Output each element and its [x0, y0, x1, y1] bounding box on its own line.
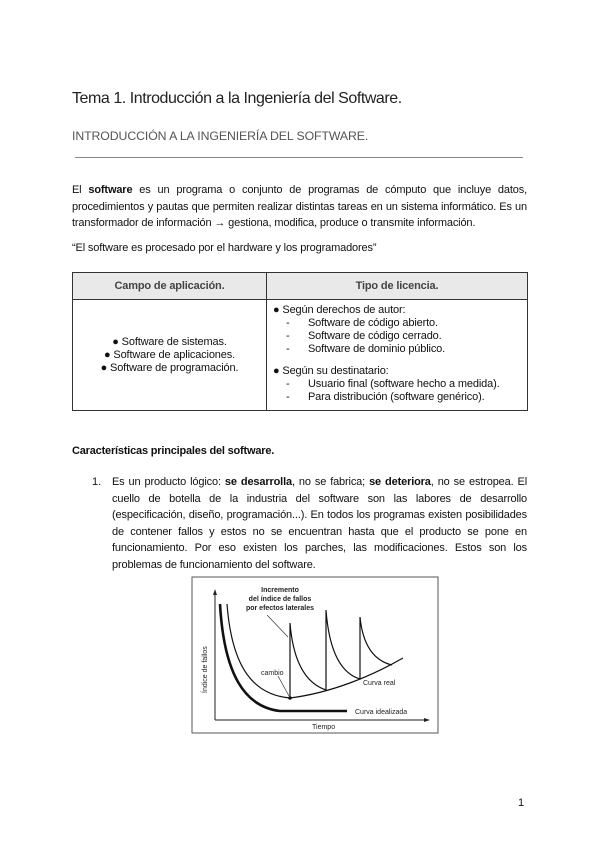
list-item: - Software de código cerrado.	[286, 330, 527, 343]
divider	[75, 157, 523, 158]
fig-label: Incremento	[261, 587, 299, 594]
list-item: ● Software de programación.	[100, 361, 239, 374]
software-table	[72, 272, 528, 411]
list-item: - Software de dominio público.	[286, 343, 527, 356]
bold-term: se deteriora	[369, 476, 431, 488]
fig-label-cambio: cambio	[261, 670, 284, 677]
list-item: ● Software de aplicaciones.	[103, 348, 235, 361]
list-item: ● Software de sistemas.	[112, 335, 227, 348]
fig-label-curva-idealizada: Curva idealizada	[355, 709, 408, 716]
table-header-licencia: Tipo de licencia.	[267, 273, 528, 300]
list-item: - Para distribución (software genérico).	[286, 391, 527, 404]
page-number: 1	[518, 797, 525, 809]
fig-label-curva-real: Curva real	[363, 680, 396, 687]
list-item-text	[112, 474, 527, 573]
failure-curve-figure	[190, 575, 440, 735]
intro-text: es un programa o conjunto de programas de cómputo que incluye datos, procedimientos y pautas que permiten realizar distintas tareas en un sistema informático. Es un transformador de información → gestiona, modifica, produce o transmite información.	[72, 184, 527, 229]
campo-cell	[73, 300, 267, 411]
licencia-cell	[267, 300, 528, 411]
fig-label: del índice de fallos	[248, 596, 312, 603]
section-heading: Características principales del software.	[72, 445, 275, 457]
intro-text: El	[72, 184, 89, 196]
text: , no se estropea. El cuello de botella de la industria del software son las labores de desarrollo (especificación, diseño, programación...). En todos los programas existen posibilidades de contener fallos y estos no se encuentran hasta que el producto se pone en funcionamiento. Por eso existen los parches, las modificaciones. Estos son los problemas de funcionamiento del software.	[112, 476, 528, 571]
bold-term: se desarrolla	[224, 476, 292, 488]
x-axis-label: Tiempo	[312, 724, 336, 731]
licencia-group-title: ● Según derechos de autor:	[273, 304, 406, 316]
quote: “El software es procesado por el hardware y los programadores”	[72, 242, 377, 254]
change-point	[288, 696, 292, 700]
section-subtitle: INTRODUCCIÓN A LA INGENIERÍA DEL SOFTWARE.	[72, 129, 369, 143]
intro-bold-term: software	[88, 184, 133, 196]
list-item: - Software de código abierto.	[286, 317, 527, 330]
y-axis-label: Índice de fallos	[202, 646, 209, 693]
table-header-campo: Campo de aplicación.	[73, 273, 267, 300]
licencia-group-title: ● Según su destinatario:	[273, 365, 389, 377]
list-number: 1.	[92, 476, 102, 488]
list-item: - Usuario final (software hecho a medida).	[286, 378, 527, 391]
fig-label: por efectos laterales	[245, 605, 315, 612]
text: Es un producto lógico:	[112, 476, 225, 488]
table-row	[73, 300, 528, 411]
intro-paragraph	[72, 182, 527, 232]
text: , no se fabrica;	[291, 476, 370, 488]
page-title: Tema 1. Introducción a la Ingeniería del Software.	[72, 90, 402, 107]
